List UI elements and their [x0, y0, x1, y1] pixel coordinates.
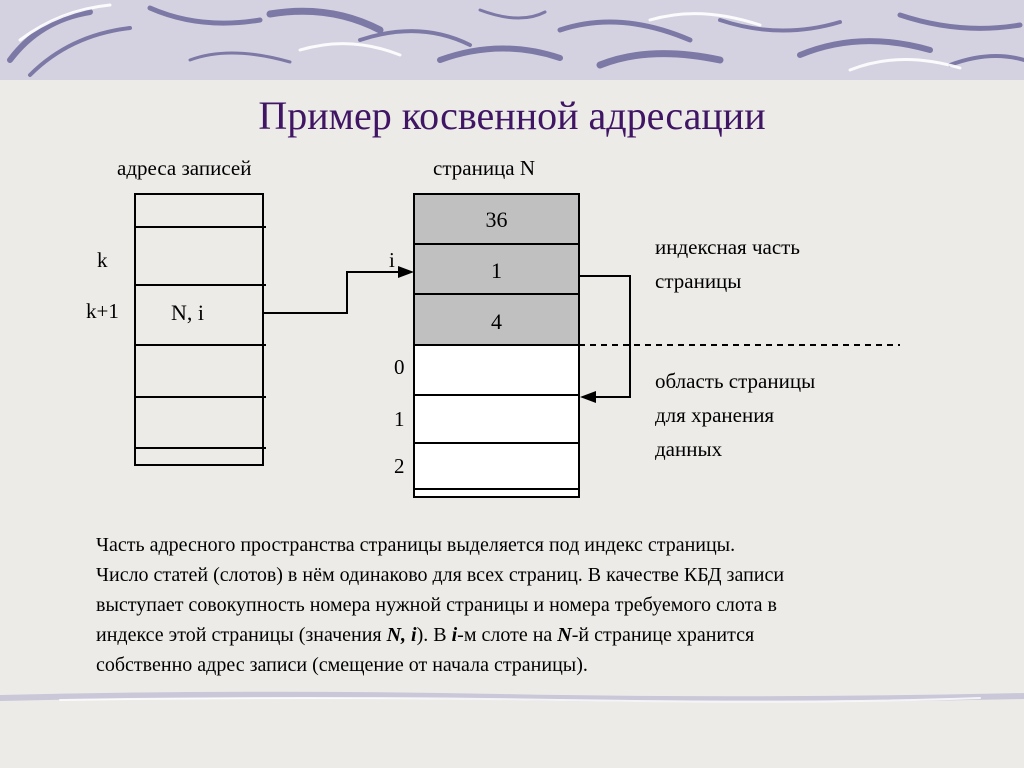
index-slot-0: 36 [485, 207, 508, 232]
paragraph-line-4-part-e: -м слоте на [457, 624, 558, 646]
paragraph-line-3: выступает совокупность номера нужной страницы и номера требуемого слота в [96, 594, 777, 616]
paragraph-var-i: i [451, 624, 458, 646]
paragraph-line-4-part-g: -й странице хранится [571, 624, 755, 646]
paragraph-var-n-i: N, i [386, 624, 417, 646]
index-slot-1: 1 [491, 258, 502, 283]
pointer-arrow-to-data [579, 276, 630, 403]
index-part-annotation-line1: индексная часть [655, 235, 800, 259]
paragraph-line-4-part-a: индексе этой страницы (значения [96, 624, 387, 646]
footer-decoration [0, 688, 1024, 708]
pointer-label-i: i [389, 248, 395, 272]
paragraph-line-4 [96, 620, 976, 650]
slot-label-2: 2 [394, 454, 405, 478]
explanation-paragraph [96, 530, 976, 680]
paragraph-var-n: N [557, 624, 572, 646]
data-area-annotation-line2: для хранения [655, 403, 775, 427]
address-cell-value: N, i [171, 300, 204, 325]
page-table-caption: страница N [433, 156, 536, 180]
address-table-caption: адреса записей [117, 156, 252, 180]
index-slot-2: 4 [491, 309, 502, 334]
paragraph-line-2: Число статей (слотов) в нём одинаково для всех страниц. В качестве КБД записи [96, 564, 785, 586]
paragraph-line-5: собственно адрес записи (смещение от начала страницы). [96, 654, 588, 676]
data-area-annotation-line1: область страницы [655, 369, 816, 393]
row-label-k1: k+1 [86, 299, 119, 323]
data-area-annotation-line3: данных [655, 437, 723, 461]
pointer-arrow-to-index [263, 266, 414, 313]
slot-label-1: 1 [394, 407, 405, 431]
index-part-annotation-line2: страницы [655, 269, 742, 293]
row-label-k: k [97, 248, 108, 272]
page-table [414, 194, 579, 497]
slot-label-0: 0 [394, 355, 405, 379]
paragraph-line-1: Часть адресного пространства страницы выделяется под индекс страницы. [96, 534, 736, 556]
slide-title: Пример косвенной адресации [258, 93, 766, 138]
address-table [135, 194, 266, 465]
paragraph-line-4-part-c: ). В [416, 624, 452, 646]
